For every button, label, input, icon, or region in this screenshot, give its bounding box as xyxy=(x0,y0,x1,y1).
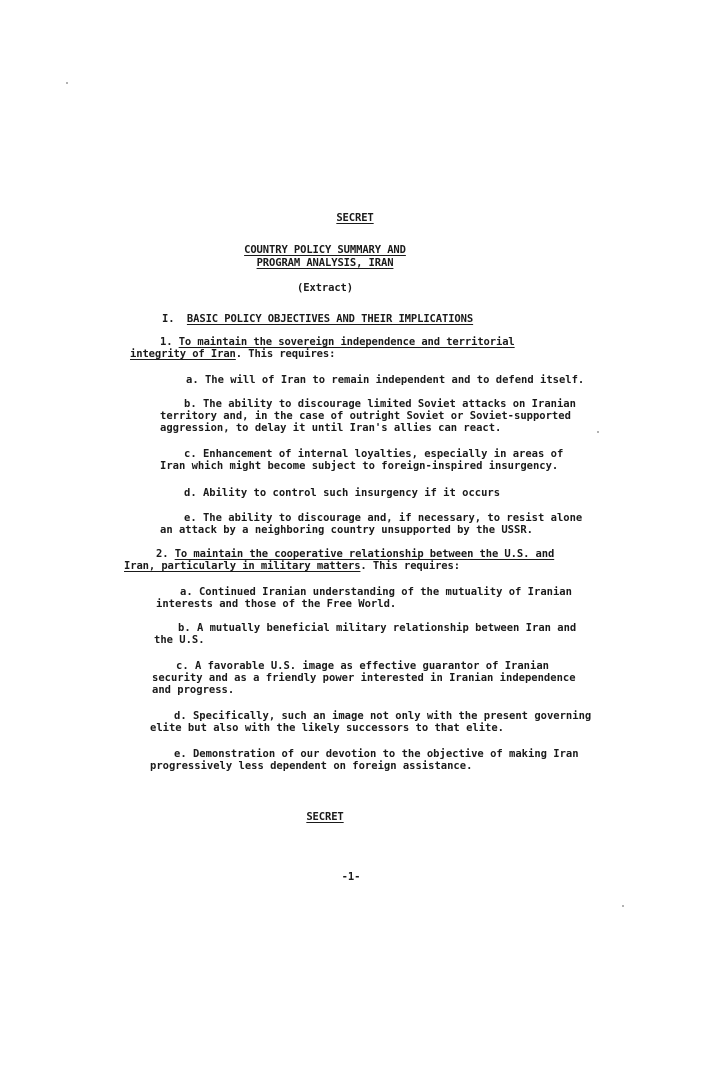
objective-1-item-e xyxy=(160,512,582,536)
scan-speck xyxy=(597,431,599,433)
classification-header: SECRET xyxy=(336,212,374,224)
objective-2-tail: . This requires: xyxy=(360,560,460,572)
item-line: b. The ability to discourage limited Soviet attacks on Iranian xyxy=(184,398,576,410)
objective-2-item-a xyxy=(156,586,572,610)
item-line: security and as a friendly power interested in Iranian independence xyxy=(152,672,576,684)
objective-2-title-part2: Iran, particularly in military matters xyxy=(124,560,361,572)
item-line: and progress. xyxy=(152,684,235,696)
objective-1-line1 xyxy=(160,336,515,348)
item-line: e. The ability to discourage and, if necessary, to resist alone xyxy=(184,512,583,524)
document-subtitle: (Extract) xyxy=(297,282,353,294)
classification-footer: SECRET xyxy=(306,811,344,823)
item-line: a. Continued Iranian understanding of the mutuality of Iranian xyxy=(180,586,572,598)
page-number: -1- xyxy=(341,871,361,883)
document-title-line1: COUNTRY POLICY SUMMARY AND xyxy=(244,244,406,256)
item-line: c. A favorable U.S. image as effective guarantor of Iranian xyxy=(176,660,549,672)
item-line: elite but also with the likely successors to that elite. xyxy=(150,722,505,734)
section-title: BASIC POLICY OBJECTIVES AND THEIR IMPLICATIONS xyxy=(186,313,474,325)
objective-2-line2 xyxy=(124,560,460,572)
item-line: progressively less dependent on foreign assistance. xyxy=(150,760,473,772)
item-line: c. Enhancement of internal loyalties, especially in areas of xyxy=(184,448,564,460)
objective-2-item-e xyxy=(150,748,579,772)
item-line: d. Ability to control such insurgency if it occurs xyxy=(184,487,501,499)
objective-1-item-d xyxy=(184,487,500,499)
scan-speck xyxy=(622,905,624,907)
objective-2-item-d xyxy=(150,710,591,734)
objective-2-item-b xyxy=(154,622,576,646)
section-heading xyxy=(162,313,473,325)
objective-1-title-part1: To maintain the sovereign independence and territorial xyxy=(178,336,515,348)
item-line: a. The will of Iran to remain independent and to defend itself. xyxy=(186,374,585,386)
objective-1-item-a xyxy=(186,374,584,386)
scan-speck xyxy=(66,82,68,84)
objective-2-number: 2. xyxy=(156,548,169,560)
objective-1-tail: . This requires: xyxy=(235,348,336,360)
objective-1-title-part2: integrity of Iran xyxy=(130,348,236,360)
document-title-line2: PROGRAM ANALYSIS, IRAN xyxy=(256,257,394,269)
objective-1-item-b xyxy=(160,398,576,434)
item-line: territory and, in the case of outright Soviet or Soviet-supported xyxy=(160,410,571,422)
objective-1-item-c xyxy=(160,448,563,472)
objective-2-item-c xyxy=(152,660,576,696)
item-line: e. Demonstration of our devotion to the objective of making Iran xyxy=(174,748,579,760)
item-line: an attack by a neighboring country unsupported by the USSR. xyxy=(160,524,533,536)
objective-2-title-part1: To maintain the cooperative relationship between the U.S. and xyxy=(174,548,555,560)
objective-2-line1 xyxy=(156,548,554,560)
section-number: I. xyxy=(162,313,175,325)
item-line: interests and those of the Free World. xyxy=(156,598,397,610)
objective-1-number: 1. xyxy=(160,336,173,348)
objective-1-line2 xyxy=(130,348,335,360)
item-line: Iran which might become subject to foreign-inspired insurgency. xyxy=(160,460,559,472)
item-line: the U.S. xyxy=(154,634,205,646)
item-line: aggression, to delay it until Iran's allies can react. xyxy=(160,422,502,434)
item-line: d. Specifically, such an image not only with the present governing xyxy=(174,710,592,722)
item-line: b. A mutually beneficial military relationship between Iran and xyxy=(178,622,577,634)
